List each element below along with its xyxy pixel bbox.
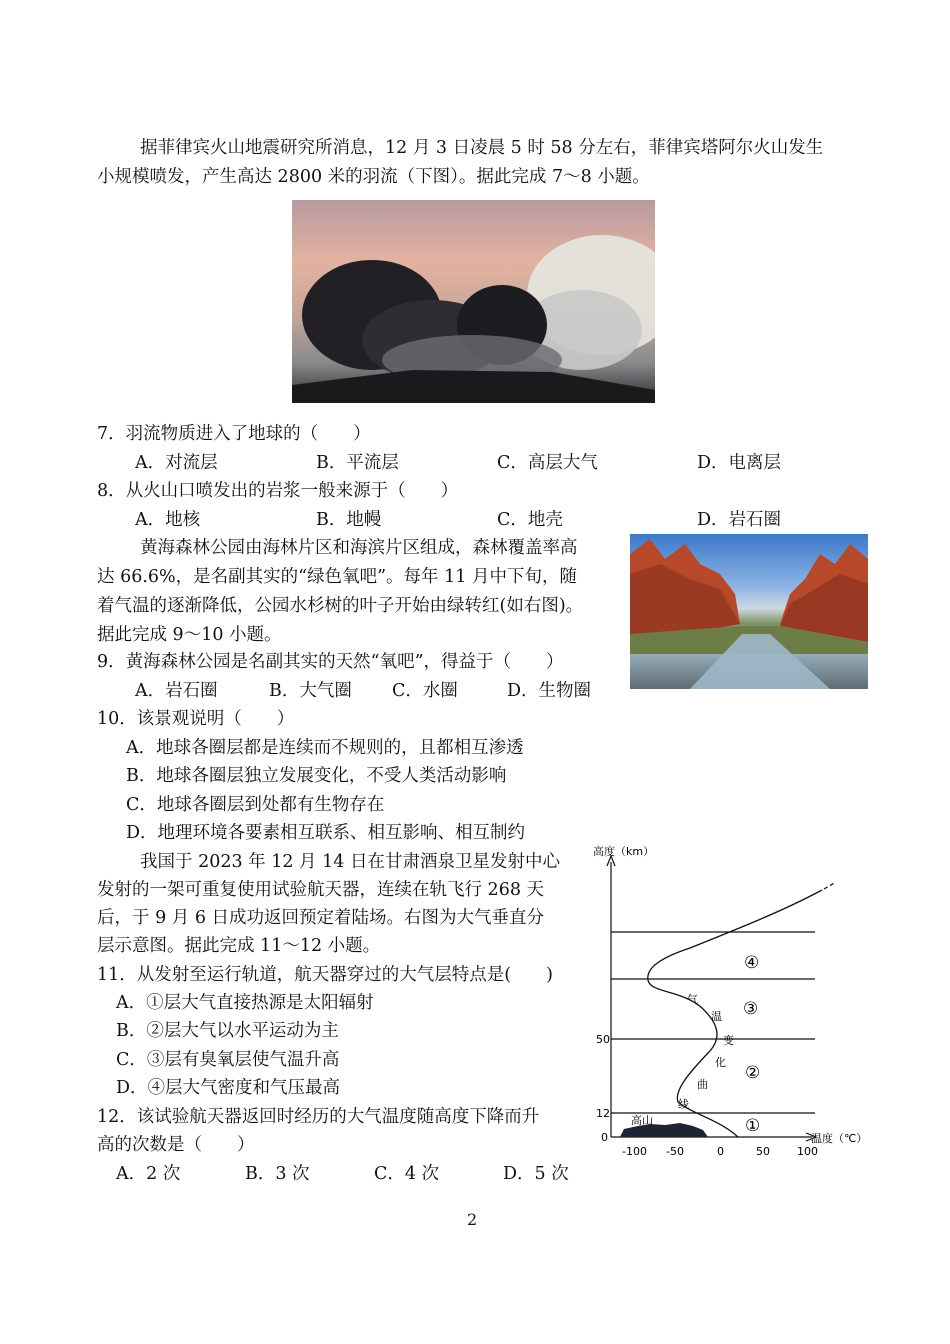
- q9-option-c: C．水圈: [392, 681, 458, 701]
- atmosphere-layers-diagram: [590, 840, 880, 1160]
- intro1-line2: 小规模喷发，产生高达 2800 米的羽流（下图）。据此完成 7～8 小题。: [97, 167, 650, 187]
- q10-option-a: A．地球各圈层都是连续而不规则的，且都相互渗透: [126, 738, 524, 758]
- q11-option-c: C．③层有臭氧层使气温升高: [116, 1050, 340, 1070]
- q8-stem: 8．从火山口喷发出的岩浆一般来源于（ ）: [97, 481, 459, 501]
- q8-option-b: B．地幔: [316, 510, 382, 530]
- layer-label-1: ①: [745, 1116, 761, 1136]
- intro3-line4: 层示意图。据此完成 11～12 小题。: [97, 936, 381, 956]
- intro1-line1: 据菲律宾火山地震研究所消息，12 月 3 日凌晨 5 时 58 分左右，菲律宾塔阿尔火山发生: [140, 138, 824, 158]
- q8-option-a: A．地核: [135, 510, 201, 530]
- q11-option-b: B．②层大气以水平运动为主: [116, 1021, 339, 1041]
- q12-option-d: D．5 次: [503, 1164, 569, 1184]
- curve-label-char-6: 线: [678, 1098, 689, 1111]
- layer-label-3: ③: [743, 999, 759, 1019]
- volcano-plume-illustration: [292, 200, 655, 403]
- y-tick-0: 0: [601, 1131, 608, 1144]
- q12-stem-line2: 高的次数是（ ）: [97, 1135, 255, 1155]
- layer-label-2: ②: [745, 1063, 761, 1083]
- forest-park-photo: [630, 534, 868, 689]
- q9-option-b: B．大气圈: [269, 681, 352, 701]
- q7-option-b: B．平流层: [316, 453, 399, 473]
- q11-option-d: D．④层大气密度和气压最高: [116, 1078, 341, 1098]
- q12-option-c: C．4 次: [374, 1164, 440, 1184]
- q7-option-d: D．电离层: [697, 453, 782, 473]
- x-tick-50: 50: [756, 1145, 770, 1158]
- q11-stem: 11．从发射至运行轨道，航天器穿过的大气层特点是( ): [97, 965, 553, 985]
- intro3-line1: 我国于 2023 年 12 月 14 日在甘肃酒泉卫星发射中心: [140, 852, 560, 872]
- volcano-plume-photo: [292, 200, 655, 403]
- x-tick-minus-50: -50: [666, 1145, 684, 1158]
- curve-label-char-5: 曲: [697, 1078, 708, 1091]
- q9-stem: 9．黄海森林公园是名副其实的天然“氧吧”，得益于（ ）: [97, 652, 564, 672]
- q12-option-b: B．3 次: [245, 1164, 310, 1184]
- curve-label-char-4: 化: [715, 1056, 726, 1069]
- intro3-line2: 发射的一架可重复使用试验航天器，连续在轨飞行 268 天: [97, 880, 545, 900]
- curve-label-char-3: 变: [723, 1034, 734, 1047]
- forest-park-illustration: [630, 534, 868, 689]
- temperature-curve-extension: [824, 882, 836, 889]
- intro2-line4: 据此完成 9～10 小题。: [97, 625, 282, 645]
- q12-stem-line1: 12．该试验航天器返回时经历的大气温度随高度下降而升: [97, 1107, 540, 1127]
- page-number: 2: [467, 1210, 478, 1229]
- intro2-line3: 着气温的逐渐降低，公园水杉树的叶子开始由绿转红(如右图)。: [97, 596, 584, 616]
- q7-stem: 7．羽流物质进入了地球的（ ）: [97, 424, 371, 444]
- q7-option-c: C．高层大气: [497, 453, 598, 473]
- curve-label-char-1: 气: [687, 993, 698, 1006]
- intro3-line3: 后，于 9 月 6 日成功返回预定着陆场。右图为大气垂直分: [97, 908, 545, 928]
- x-tick-100: 100: [797, 1145, 818, 1158]
- temperature-curve: [648, 890, 822, 1137]
- q11-option-a: A．①层大气直接热源是太阳辐射: [116, 993, 374, 1013]
- layer-label-4: ④: [744, 953, 760, 973]
- y-axis-label: 高度（km）: [593, 845, 655, 858]
- y-tick-50: 50: [596, 1033, 610, 1046]
- intro2-line2: 达 66.6%，是名副其实的“绿色氧吧”。每年 11 月中下旬，随: [97, 567, 577, 587]
- x-tick-minus-100: -100: [622, 1145, 647, 1158]
- x-tick-0: 0: [717, 1145, 724, 1158]
- q8-option-d: D．岩石圈: [697, 510, 782, 530]
- q7-option-a: A．对流层: [135, 453, 218, 473]
- intro2-line1: 黄海森林公园由海林片区和海滨片区组成，森林覆盖率高: [140, 538, 578, 558]
- q10-stem: 10．该景观说明（ ）: [97, 709, 295, 729]
- mountain-label: 高山: [631, 1114, 653, 1127]
- y-tick-12: 12: [596, 1107, 610, 1120]
- q8-option-c: C．地壳: [497, 510, 563, 530]
- q9-option-d: D．生物圈: [507, 681, 592, 701]
- q12-option-a: A．2 次: [116, 1164, 181, 1184]
- q9-option-a: A．岩石圈: [135, 681, 218, 701]
- q10-option-d: D．地理环境各要素相互联系、相互影响、相互制约: [126, 823, 526, 843]
- curve-label-char-2: 温: [711, 1010, 722, 1023]
- q10-option-b: B．地球各圈层独立发展变化，不受人类活动影响: [126, 766, 507, 786]
- x-axis-label: 温度（℃）: [811, 1132, 868, 1145]
- q10-option-c: C．地球各圈层到处都有生物存在: [126, 795, 385, 815]
